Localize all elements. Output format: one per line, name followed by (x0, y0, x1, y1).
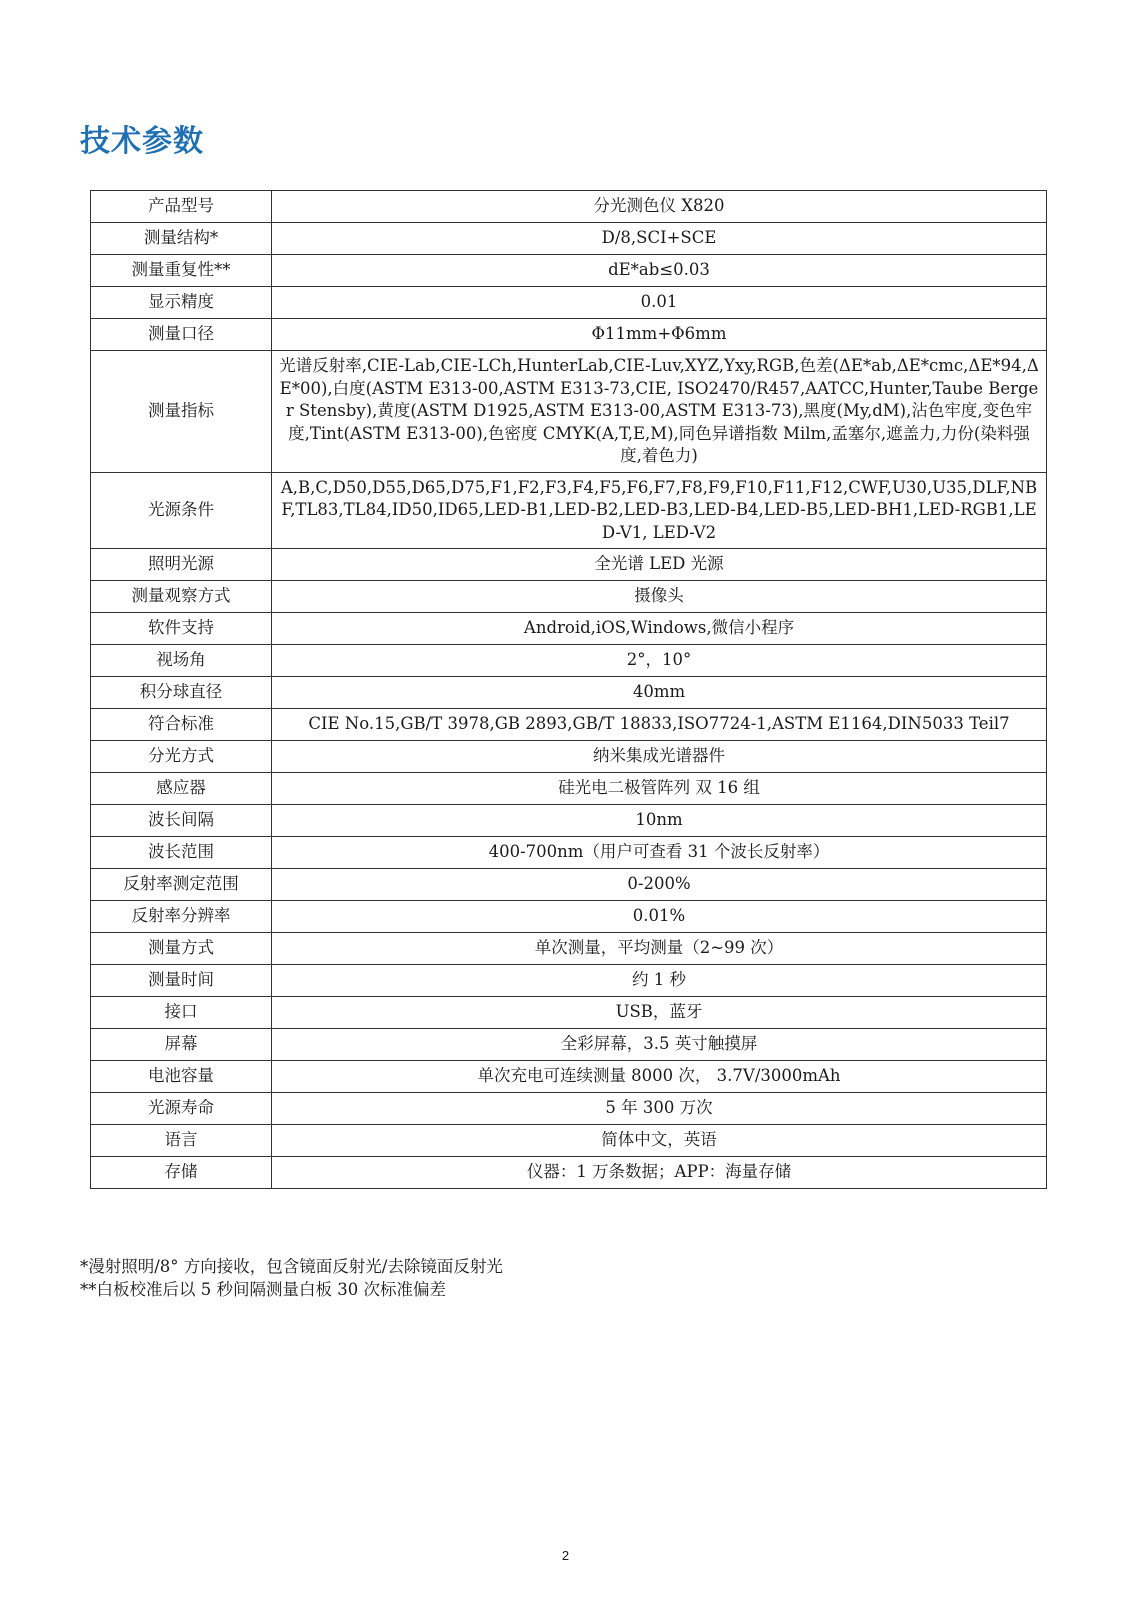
spec-label: 显示精度 (91, 287, 272, 319)
spec-label: 测量指标 (91, 351, 272, 473)
spec-value: 0.01 (272, 287, 1047, 319)
spec-label: 光源寿命 (91, 1093, 272, 1125)
spec-label: 照明光源 (91, 549, 272, 581)
spec-value: A,B,C,D50,D55,D65,D75,F1,F2,F3,F4,F5,F6,F7,F8,F9,F10,F11,F12,CWF,U30,U35,DLF,NBF,TL83,TL84,ID50,ID65,LED-B1,LED-B2,LED-B3,LED-B4,LED-B5,LED-BH1,LED-RGB1,LED-V1, LED-V2 (272, 472, 1047, 549)
table-row (91, 613, 1047, 645)
table-row (91, 837, 1047, 869)
spec-value: 仪器：1 万条数据；APP：海量存储 (272, 1157, 1047, 1189)
table-row (91, 287, 1047, 319)
table-row (91, 901, 1047, 933)
spec-value: 摄像头 (272, 581, 1047, 613)
spec-value: 硅光电二极管阵列 双 16 组 (272, 773, 1047, 805)
table-row (91, 773, 1047, 805)
table-row (91, 1029, 1047, 1061)
spec-label: 测量方式 (91, 933, 272, 965)
spec-label: 测量结构* (91, 223, 272, 255)
table-row (91, 965, 1047, 997)
table-row (91, 351, 1047, 473)
spec-value: 光谱反射率,CIE-Lab,CIE-LCh,HunterLab,CIE-Luv,XYZ,Yxy,RGB,色差(ΔE*ab,ΔE*cmc,ΔE*94,ΔE*00),白度(ASTM E313-00,ASTM E313-73,CIE, ISO2470/R457,AATCC,Hunter,Taube Berger Stensby),黄度(ASTM D1925,ASTM E313-00,ASTM E313-73),黑度(My,dM),沾色牢度,变色牢度,Tint(ASTM E313-00),色密度 CMYK(A,T,E,M),同色异谱指数 Milm,孟塞尔,遮盖力,力份(染料强度,着色力) (272, 351, 1047, 473)
spec-value: 全彩屏幕，3.5 英寸触摸屏 (272, 1029, 1047, 1061)
spec-value: 全光谱 LED 光源 (272, 549, 1047, 581)
spec-value: 纳米集成光谱器件 (272, 741, 1047, 773)
spec-label: 视场角 (91, 645, 272, 677)
spec-label: 软件支持 (91, 613, 272, 645)
spec-value: Android,iOS,Windows,微信小程序 (272, 613, 1047, 645)
spec-value: 0.01% (272, 901, 1047, 933)
spec-label: 符合标准 (91, 709, 272, 741)
spec-table (90, 190, 1047, 1189)
table-row (91, 741, 1047, 773)
spec-label: 产品型号 (91, 191, 272, 223)
table-row (91, 255, 1047, 287)
spec-label: 测量时间 (91, 965, 272, 997)
footnotes (80, 1255, 503, 1301)
spec-value: 单次充电可连续测量 8000 次， 3.7V/3000mAh (272, 1061, 1047, 1093)
spec-label: 测量口径 (91, 319, 272, 351)
spec-value: 2°，10° (272, 645, 1047, 677)
spec-value: CIE No.15,GB/T 3978,GB 2893,GB/T 18833,ISO7724-1,ASTM E1164,DIN5033 Teil7 (272, 709, 1047, 741)
spec-value: 简体中文，英语 (272, 1125, 1047, 1157)
table-row (91, 709, 1047, 741)
spec-label: 光源条件 (91, 472, 272, 549)
table-row (91, 191, 1047, 223)
table-row (91, 805, 1047, 837)
spec-label: 波长范围 (91, 837, 272, 869)
spec-label: 分光方式 (91, 741, 272, 773)
spec-label: 屏幕 (91, 1029, 272, 1061)
spec-label: 测量观察方式 (91, 581, 272, 613)
table-row (91, 319, 1047, 351)
spec-label: 存储 (91, 1157, 272, 1189)
spec-value: 分光测色仪 X820 (272, 191, 1047, 223)
table-row (91, 549, 1047, 581)
table-row (91, 1061, 1047, 1093)
table-row (91, 1157, 1047, 1189)
table-row (91, 869, 1047, 901)
table-row (91, 933, 1047, 965)
footnote: **白板校准后以 5 秒间隔测量白板 30 次标准偏差 (80, 1280, 446, 1299)
spec-value: 0-200% (272, 869, 1047, 901)
spec-value: Φ11mm+Φ6mm (272, 319, 1047, 351)
table-row (91, 1093, 1047, 1125)
table-row (91, 472, 1047, 549)
spec-value: 10nm (272, 805, 1047, 837)
table-row (91, 677, 1047, 709)
spec-label: 感应器 (91, 773, 272, 805)
spec-label: 电池容量 (91, 1061, 272, 1093)
spec-value: 单次测量，平均测量（2~99 次） (272, 933, 1047, 965)
spec-label: 测量重复性** (91, 255, 272, 287)
spec-value: 5 年 300 万次 (272, 1093, 1047, 1125)
spec-label: 波长间隔 (91, 805, 272, 837)
spec-value: 400-700nm（用户可查看 31 个波长反射率） (272, 837, 1047, 869)
spec-label: 语言 (91, 1125, 272, 1157)
table-row (91, 223, 1047, 255)
spec-value: D/8,SCI+SCE (272, 223, 1047, 255)
spec-value: 约 1 秒 (272, 965, 1047, 997)
spec-label: 反射率测定范围 (91, 869, 272, 901)
spec-value: 40mm (272, 677, 1047, 709)
spec-value: USB，蓝牙 (272, 997, 1047, 1029)
table-row (91, 581, 1047, 613)
footnote: *漫射照明/8° 方向接收，包含镜面反射光/去除镜面反射光 (80, 1257, 503, 1276)
spec-value: dE*ab≤0.03 (272, 255, 1047, 287)
table-row (91, 645, 1047, 677)
table-row (91, 1125, 1047, 1157)
table-row (91, 997, 1047, 1029)
spec-label: 接口 (91, 997, 272, 1029)
page-number: 2 (561, 1548, 570, 1563)
page-title: 技术参数 (80, 124, 204, 159)
spec-label: 积分球直径 (91, 677, 272, 709)
spec-label: 反射率分辨率 (91, 901, 272, 933)
